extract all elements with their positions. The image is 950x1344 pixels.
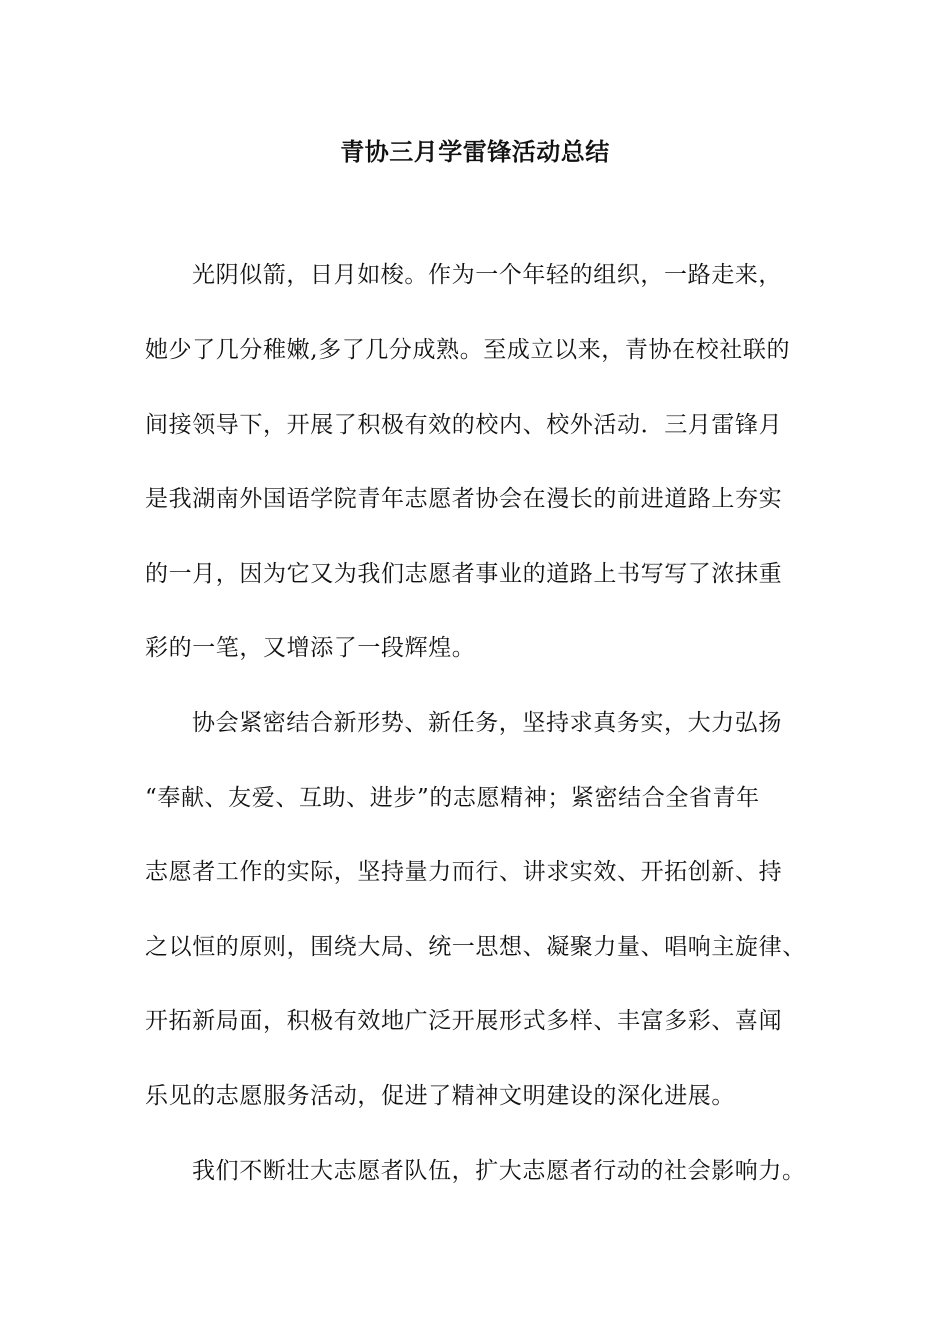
paragraph-3-line-1: 我们不断壮大志愿者队伍，扩大志愿者行动的社会影响力。 (192, 1158, 806, 1184)
paragraph-1-line-1: 光阴似箭，日月如梭。作为一个年轻的组织，一路走来， (192, 262, 782, 288)
paragraph-1-line-5: 的一月，因为它又为我们志愿者事业的道路上书写写了浓抹重 (145, 561, 783, 587)
paragraph-2-line-3: 志愿者工作的实际，坚持量力而行、讲求实效、开拓创新、持 (145, 859, 783, 885)
paragraph-2-line-6: 乐见的志愿服务活动，促进了精神文明建设的深化进展。 (145, 1083, 735, 1109)
paragraph-2-line-4: 之以恒的原则，围绕大局、统一思想、凝聚力量、唱响主旋律、 (145, 934, 806, 960)
paragraph-2-line-2: “奉献、友爱、互助、进步”的志愿精神；紧密结合全省青年 (145, 785, 760, 811)
paragraph-1-line-2: 她少了几分稚嫩,多了几分成熟。至成立以来，青协在校社联的 (145, 337, 791, 363)
paragraph-1-line-6: 彩的一笔，又增添了一段辉煌。 (145, 635, 476, 661)
paragraph-2-line-1: 协会紧密结合新形势、新任务，坚持求真务实，大力弘扬 (192, 710, 782, 736)
paragraph-1-line-3: 间接领导下，开展了积极有效的校内、校外活动．三月雷锋月 (145, 412, 783, 438)
paragraph-1-line-4: 是我湖南外国语学院青年志愿者协会在漫长的前进道路上夯实 (145, 486, 783, 512)
document-title: 青协三月学雷锋活动总结 (340, 138, 610, 166)
paragraph-2-line-5: 开拓新局面，积极有效地广泛开展形式多样、丰富多彩、喜闻 (145, 1008, 783, 1034)
